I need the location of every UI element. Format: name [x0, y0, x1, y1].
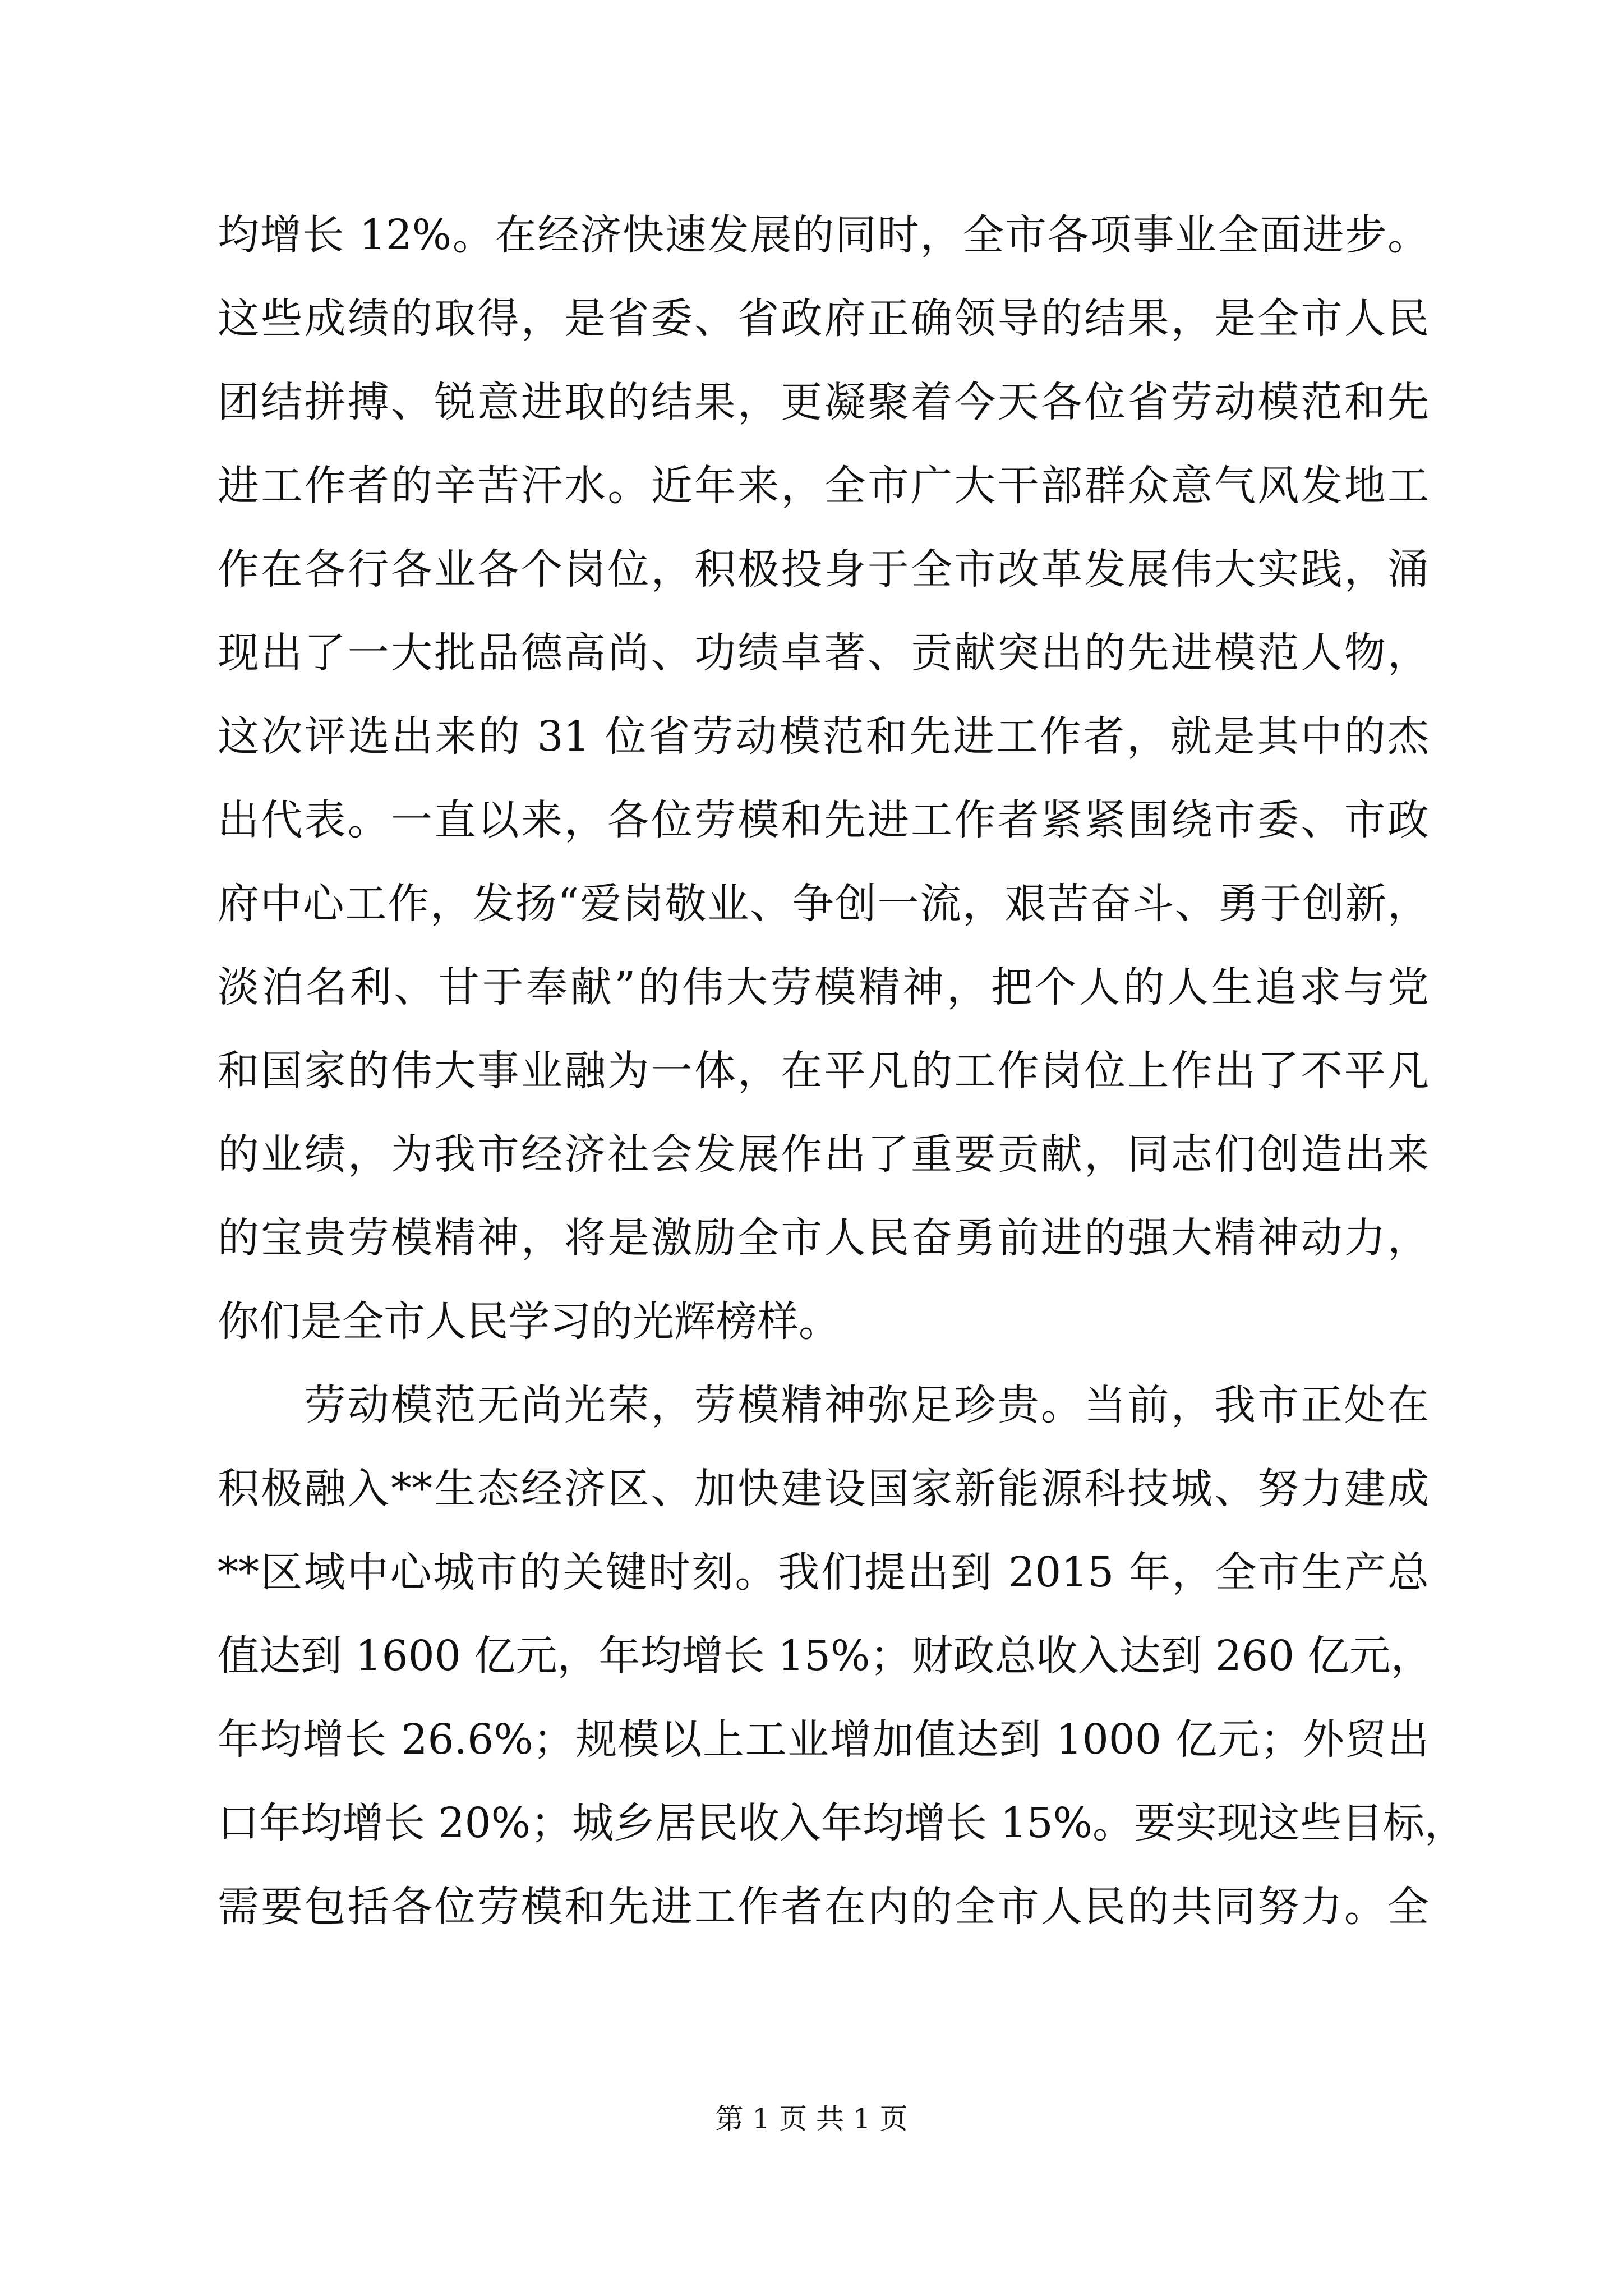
text-line: 均增长 12%。在经济快速发展的同时，全市各项事业全面进步。 [218, 211, 1429, 259]
text-line: 口年均增长 20%；城乡居民收入年均增长 15%。要实现这些目标， [218, 1799, 1466, 1847]
text-line: 劳动模范无尚光荣，劳模精神弥足珍贵。当前，我市正处在 [218, 1381, 1429, 1429]
text-line: 积极融入**生态经济区、加快建设国家新能源科技城、努力建成 [218, 1465, 1429, 1513]
text-line: 淡泊名利、甘于奉献”的伟大劳模精神，把个人的人生追求与党 [218, 963, 1429, 1011]
text-line: 的宝贵劳模精神，将是激励全市人民奋勇前进的强大精神动力， [218, 1214, 1429, 1262]
text-line: 府中心工作，发扬“爱岗敬业、争创一流，艰苦奋斗、勇于创新， [218, 880, 1429, 928]
text-line: 出代表。一直以来，各位劳模和先进工作者紧紧围绕市委、市政 [218, 796, 1429, 844]
text-line: 这些成绩的取得，是省委、省政府正确领导的结果，是全市人民 [218, 295, 1429, 343]
text-line: 进工作者的辛苦汗水。近年来，全市广大干部群众意气风发地工 [218, 462, 1429, 510]
text-line: 你们是全市人民学习的光辉榜样。 [218, 1297, 840, 1346]
text-line: 值达到 1600 亿元，年均增长 15%；财政总收入达到 260 亿元， [218, 1632, 1432, 1680]
page-footer: 第 1 页 共 1 页 [715, 2102, 908, 2135]
text-line: 和国家的伟大事业融为一体，在平凡的工作岗位上作出了不平凡 [218, 1047, 1429, 1095]
text-line: 团结拼搏、锐意进取的结果，更凝聚着今天各位省劳动模范和先 [218, 378, 1429, 426]
text-line: 的业绩，为我市经济社会发展作出了重要贡献，同志们创造出来 [218, 1130, 1429, 1179]
body-text [218, 194, 1466, 1949]
text-line: 现出了一大批品德高尚、功绩卓著、贡献突出的先进模范人物， [218, 629, 1429, 677]
text-line: 年均增长 26.6%；规模以上工业增加值达到 1000 亿元；外贸出 [218, 1715, 1429, 1764]
text-line: **区域中心城市的关键时刻。我们提出到 2015 年，全市生产总 [218, 1548, 1429, 1596]
text-line: 这次评选出来的 31 位省劳动模范和先进工作者，就是其中的杰 [218, 712, 1429, 761]
text-line: 需要包括各位劳模和先进工作者在内的全市人民的共同努力。全 [218, 1883, 1429, 1931]
text-line: 作在各行各业各个岗位，积极投身于全市改革发展伟大实践，涌 [218, 545, 1429, 593]
